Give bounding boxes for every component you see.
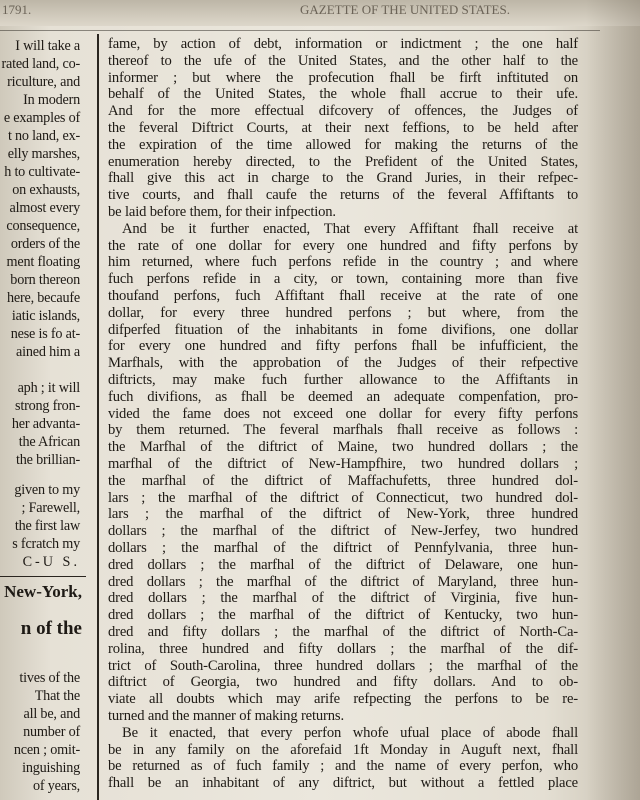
article-line: trict of South-Carolina, three hundred dollars ; the marfhal of the [108,657,578,674]
left-line: e examples of [3,110,80,126]
column-rule [97,34,99,800]
article-line: the marfhal of the diftrict of Maffachufetts, three hundred dol- [108,472,578,489]
article-line: dred dollars ; the marfhal of the diftrict of Delaware, one hun- [108,556,578,573]
article-line: thereof to the ufe of the United States, and the other half to the [108,52,578,69]
article-line: dred and fifty dollars ; the marfhal of the diftrict of North-Ca- [108,624,578,640]
left-line: rated land, co- [1,56,80,72]
left-line: the brillian- [16,452,80,468]
article-line: enumeration hereby directed, to the Prefident of the United States, [108,153,578,170]
article-line: the feveral Diftrict Courts, at their next feffions, to be held after [108,120,578,136]
left-line: born thereon [10,272,80,288]
article-line: thoufand perfons, fuch Affiftant fhall receive at the rate of one [108,288,578,304]
article-line: dred dollars ; the marfhal of the diftrict of Virginia, five hun- [108,590,578,607]
article-line: Marfhals, with the approbation of the Judges of their refpective [108,355,578,372]
article-line: turned and the manner of making returns. [108,708,344,724]
left-line: elly marshes, [7,146,80,162]
main-column [108,36,586,800]
article-line: And for the more effectual difcovery of offences, the Judges of [108,103,578,120]
left-line: tives of the [19,670,80,686]
article-line: by them returned. The feveral marfhals fhall receive as follows : [108,422,578,439]
left-heading-2: n of the [20,618,82,639]
header-title: GAZETTE OF THE UNITED STATES. [300,2,510,17]
left-line: ; Farewell, [21,500,80,516]
left-line: s fcratch my [12,536,80,552]
left-line: h to cultivate- [4,164,80,180]
article-line: dollars ; the marfhal of the diftrict of New-Jerfey, two hundred [108,523,578,540]
left-line: ained him a [16,344,80,360]
left-line: t no land, ex- [7,128,80,144]
left-line: all be, and [23,706,80,722]
article-line: be laid before them, for their infpection. [108,204,336,220]
left-line: nese is fo at- [10,326,80,342]
article-line: the expiration of the time allowed for making the returns of the [108,136,578,153]
left-column [0,34,86,800]
article-line: Be it enacted, that every perfon whofe ufual place of abode fhall [122,724,578,741]
left-line: consequence, [6,218,80,234]
article-line: fame, by action of debt, information or indictment ; the one half [108,36,578,52]
left-line: her advanta- [11,416,80,432]
article-line: for every one hundred and fifty perfons fhall be infufficient, the [108,338,578,355]
article-line: diftricts, may make fuch further allowance to the Affiftants in [108,372,578,388]
left-line: number of [23,724,80,740]
left-line: strong fron- [15,398,80,414]
left-line: ment floating [6,254,80,270]
left-line: given to my [14,482,80,498]
left-line: ncen ; omit- [13,742,80,758]
article-line: diftrict of Georgia, two hundred and fifty dollars. And to ob- [108,674,578,691]
article-line: informer ; but where the profecution fhall be firft inftituted on [108,69,578,86]
article-line: the Marfhal of the diftrict of Maine, two hundred dollars ; the [108,439,578,456]
left-line: I will take a [15,38,80,54]
article-line: rolina, three hundred and fifty dollars ; the marfhal of the dif- [108,640,578,657]
left-line: inguishing [22,760,80,776]
article-line: fhall be an inhabitant of any diftrict, but without a fettled place [108,775,578,792]
left-line: iatic islands, [11,308,80,324]
article-line: And be it further enacted, That every Affiftant fhall receive at [122,220,578,237]
article-line: vided the fame does not exceed one dollar for every fifty perfons [108,405,578,422]
article-line: viate all doubts which may arife refpecting the perfons to be re- [108,691,578,708]
page-header-strip [0,0,640,26]
article-line: be returned as of fuch family ; and the name of every perfon, who [108,758,578,775]
article-line: be in any family on the aforefaid 1ft Monday in Auguft next, fhall [108,741,578,758]
left-line: orders of the [10,236,80,252]
article-line: the rate of one dollar for every one hundred and fifty perfons by [108,237,578,254]
article-line: dred dollars ; the marfhal of the diftrict of Maryland, three hun- [108,573,578,590]
left-line: In modern [23,92,80,108]
article-line: tive courts, and fhall caufe the returns of the feveral Affiftants to [108,187,578,204]
left-heading-newyork: New-York, [4,582,82,601]
page-edge-shadow [586,0,640,800]
article-line: marfhal of the diftrict of New-Hampfhire, two hundred dollars ; [108,456,578,472]
left-section-rule [0,576,86,577]
left-line: here, becaufe [6,290,80,306]
article-line: dred dollars ; the marfhal of the diftrict of Kentucky, two hun- [108,607,578,624]
left-line: on exhausts, [12,182,80,198]
left-line: the African [18,434,80,450]
article-line: fhall give this act in charge to the Grand Juries, in their refpec- [108,170,578,187]
left-line: aph ; it will [17,380,80,396]
article-line: him returned, where fuch perfons refide in the country ; and where [108,254,578,271]
article-line: difperfed fituation of the inhabitants in fome divifions, one dollar [108,321,578,338]
article-line: behalf of the United States, the whole fhall accrue to their ufe. [108,86,578,103]
left-line: the first law [14,518,80,534]
article-line: dollar, for every three hundred perfons ; but where, from the [108,304,578,321]
article-line: lars ; the marfhal of the diftrict of New-York, three hundred [108,506,578,523]
top-rule [0,30,600,31]
header-year: 1791. [2,2,32,17]
article-line: fuch perfons refide in a city, or town, containing more than five [108,271,578,288]
article-line: lars ; the marfhal of the diftrict of Connecticut, two hundred dol- [108,489,578,506]
left-line: of years, [32,778,80,794]
left-line: That the [34,688,80,704]
left-line: almost every [9,200,80,216]
article-line: fuch divifions, as fhall be deemed an adequate compenfation, pro- [108,388,578,405]
article-line: dollars ; the marfhal of the diftrict of Pennfylvania, three hun- [108,540,578,556]
left-signature: C-U S. [22,554,80,570]
left-line: riculture, and [7,74,80,90]
